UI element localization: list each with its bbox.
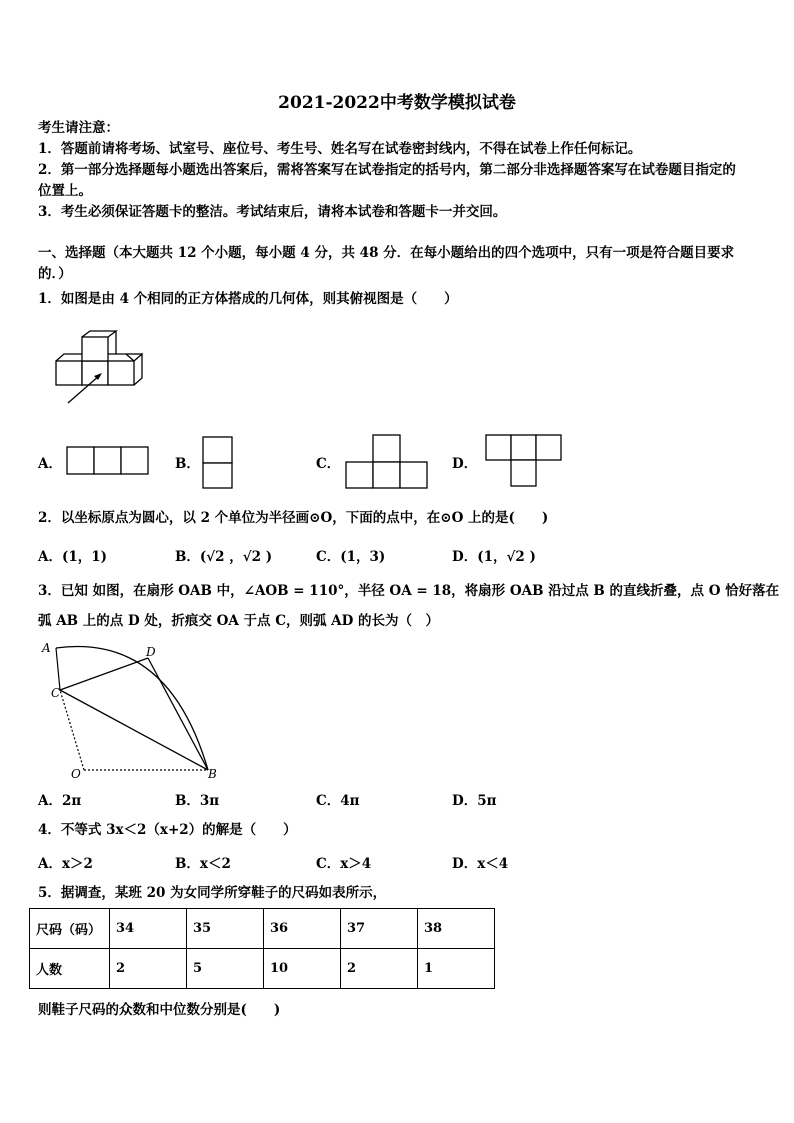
table-cell: 34	[110, 909, 187, 949]
table-cell: 37	[341, 909, 418, 949]
q2-option-d: D．(1，√2 )	[452, 549, 536, 565]
q1-option-b-figure	[202, 436, 234, 490]
table-cell: 5	[187, 949, 264, 989]
q3-sector-figure	[38, 638, 228, 783]
q1-option-a: A．	[38, 456, 62, 472]
q3-option-b: B．3π	[175, 793, 220, 809]
q3-stem-line-1: 3．已知 如图，在扇形 OAB 中，∠AOB = 110°，半径 OA = 18，将扇形 OAB 沿过点 B 的直线折叠，点 O 恰好落在	[38, 583, 780, 599]
q1-option-a-figure	[66, 446, 150, 476]
q3-option-a: A．2π	[38, 793, 82, 809]
notice-line-2: 2．第一部分选择题每小题选出答案后，需将答案写在试卷指定的括号内，第二部分非选择题答案写在试卷题目指定的	[38, 162, 736, 178]
q1-stem: 1．如图是由 4 个相同的正方体搭成的几何体，则其俯视图是（ ）	[38, 291, 458, 307]
q3-label-a: A	[42, 641, 51, 655]
q3-label-o: O	[71, 767, 81, 781]
q1-solid-figure	[50, 330, 150, 410]
table-row	[30, 949, 495, 989]
q3-label-d: D	[146, 645, 156, 659]
table-cell: 35	[187, 909, 264, 949]
table-cell: 1	[418, 949, 495, 989]
q3-option-c: C．4π	[316, 793, 360, 809]
q1-option-b: B．	[175, 456, 200, 472]
table-cell: 36	[264, 909, 341, 949]
q4-stem: 4．不等式 3x＜2（x+2）的解是（ ）	[38, 822, 297, 838]
q2-stem: 2．以坐标原点为圆心，以 2 个单位为半径画⊙O，下面的点中，在⊙O 上的是( )	[38, 510, 549, 526]
q5-question: 则鞋子尺码的众数和中位数分别是( )	[38, 1002, 281, 1018]
table-cell: 人数	[30, 949, 110, 989]
notice-line-3: 位置上。	[38, 183, 92, 199]
table-cell: 2	[341, 949, 418, 989]
table-cell: 10	[264, 949, 341, 989]
q3-option-d: D．5π	[452, 793, 497, 809]
q2-option-a: A．(1，1)	[38, 549, 108, 565]
section-heading-1: 一、选择题（本大题共 12 个小题，每小题 4 分，共 48 分．在每小题给出的四个选项中，只有一项是符合题目要求	[38, 245, 735, 261]
q2-option-b: B．(√2 ，√2 )	[175, 549, 273, 565]
q1-option-d: D．	[452, 456, 478, 472]
q4-option-c: C．x＞4	[316, 856, 372, 872]
shoe-size-table	[29, 908, 495, 989]
q3-label-c: C	[51, 686, 61, 700]
q1-option-d-figure	[485, 434, 565, 490]
section-heading-2: 的．）	[38, 266, 72, 282]
q2-option-c: C．(1，3)	[316, 549, 386, 565]
notice-heading: 考生请注意：	[38, 120, 119, 136]
q1-option-c-figure	[345, 434, 429, 490]
table-row	[30, 909, 495, 949]
q4-option-a: A．x＞2	[38, 856, 93, 872]
q1-option-c: C．	[316, 456, 341, 472]
q3-label-b: B	[208, 767, 217, 781]
q5-stem: 5．据调查，某班 20 为女同学所穿鞋子的尺码如表所示，	[38, 885, 387, 901]
table-cell: 38	[418, 909, 495, 949]
notice-line-1: 1．答题前请将考场、试室号、座位号、考生号、姓名写在试卷密封线内，不得在试卷上作任何标记。	[38, 141, 642, 157]
notice-line-4: 3．考生必须保证答题卡的整洁。考试结束后，请将本试卷和答题卡一并交回。	[38, 204, 507, 220]
q3-stem-line-2: 弧 AB 上的点 D 处，折痕交 OA 于点 C，则弧 AD 的长为（ ）	[38, 613, 440, 629]
q4-option-b: B．x＜2	[175, 856, 231, 872]
table-cell: 2	[110, 949, 187, 989]
q4-option-d: D．x＜4	[452, 856, 509, 872]
table-cell: 尺码（码）	[30, 909, 110, 949]
page-title: 2021-2022中考数学模拟试卷	[278, 93, 516, 113]
